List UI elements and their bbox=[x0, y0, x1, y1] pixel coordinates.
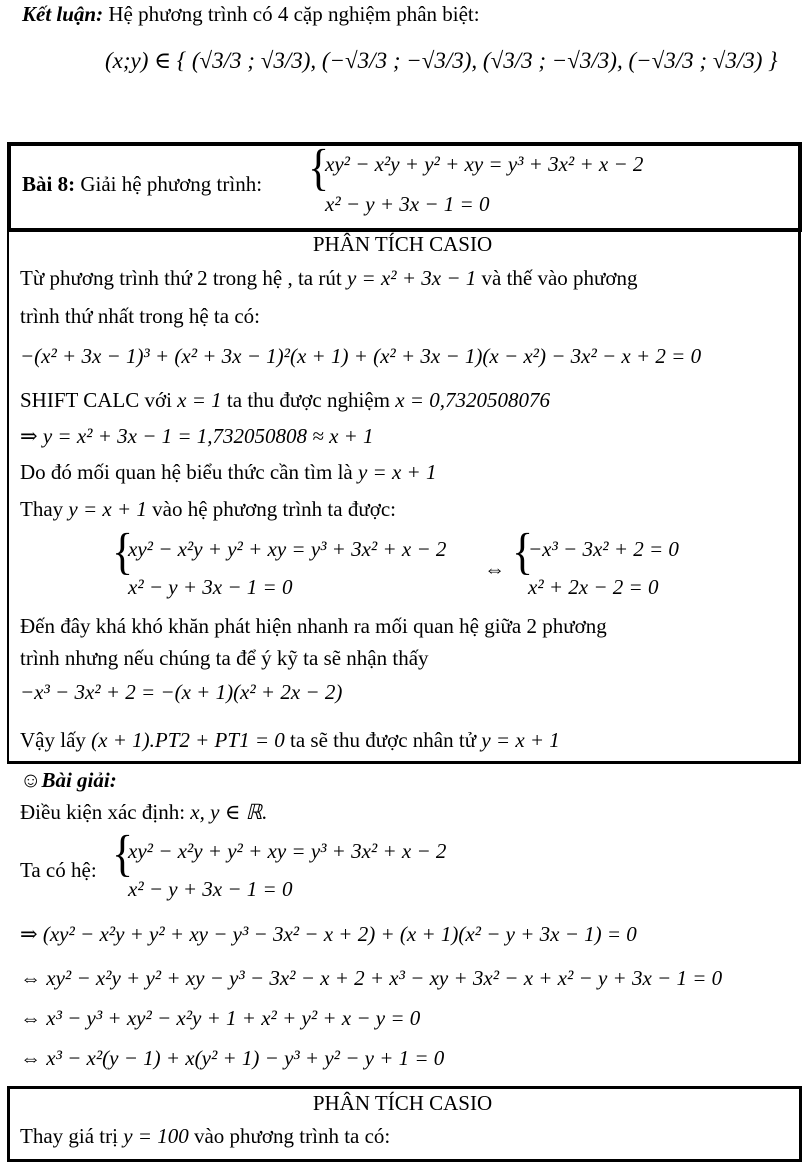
text: Vậy lấy bbox=[20, 728, 86, 752]
text: SHIFT CALC với bbox=[20, 388, 172, 412]
casio-line-8: Đến đây khá khó khăn phát hiện nhanh ra mối quan hệ giữa 2 phương bbox=[20, 614, 607, 638]
problem-eq2: x² − y + 3x − 1 = 0 bbox=[325, 192, 490, 216]
equation: x = 0,7320508076 bbox=[395, 388, 550, 412]
text: và thế vào phương bbox=[481, 266, 638, 290]
text: Thay giá trị bbox=[20, 1124, 118, 1148]
text: vào phương trình ta có: bbox=[193, 1124, 391, 1148]
system-right-brace: { bbox=[512, 523, 534, 580]
problem-eq1: xy² − x²y + y² + xy = y³ + 3x² + x − 2 bbox=[325, 152, 644, 176]
casio2-line-1 bbox=[20, 1124, 390, 1149]
casio-heading-2: PHÂN TÍCH CASIO bbox=[312, 1091, 493, 1115]
solution-eq1: xy² − x²y + y² + xy = y³ + 3x² + x − 2 bbox=[128, 839, 447, 863]
casio-line-5: ⇒ y = x² + 3x − 1 = 1,732050808 ≈ x + 1 bbox=[20, 424, 374, 448]
system-left-brace: { bbox=[112, 523, 134, 580]
text: Do đó mối quan hệ biểu thức cần tìm là bbox=[20, 460, 353, 484]
equation: y = 100 bbox=[123, 1124, 189, 1148]
casio-heading: PHÂN TÍCH CASIO bbox=[312, 232, 493, 256]
equation: (x + 1).PT2 + PT1 = 0 bbox=[91, 728, 285, 752]
casio-line-7 bbox=[20, 497, 396, 522]
domain-line bbox=[20, 800, 267, 825]
equation: y = x + 1 bbox=[68, 497, 147, 521]
text: ta sẽ thu được nhân tử bbox=[290, 728, 477, 752]
smiley-icon: ☺ bbox=[20, 768, 42, 792]
casio-line-10: −x³ − 3x² + 2 = −(x + 1)(x² + 2x − 2) bbox=[20, 680, 343, 704]
equation: y = x + 1 bbox=[357, 460, 437, 484]
casio-line-4 bbox=[20, 388, 550, 413]
conclusion-label: Kết luận: bbox=[22, 2, 104, 26]
solution-label: Bài giải: bbox=[41, 768, 117, 792]
problem-statement bbox=[22, 172, 262, 197]
equation: y = x² + 3x − 1 bbox=[346, 266, 477, 290]
solution-heading bbox=[20, 768, 117, 793]
equivalence-arrow: ⇔ bbox=[484, 557, 505, 581]
casio-line-3: −(x² + 3x − 1)³ + (x² + 3x − 1)²(x + 1) + (x² + 3x − 1)(x − x²) − 3x² − x + 2 = 0 bbox=[20, 344, 702, 368]
solution-brace: { bbox=[112, 825, 134, 882]
text: Điều kiện xác định: bbox=[20, 800, 186, 824]
problem-label: Bài 8: bbox=[22, 172, 76, 196]
conclusion-text: Hệ phương trình có 4 cặp nghiệm phân biệt: bbox=[108, 2, 480, 26]
solution-step-3: ⇔ x³ − y³ + xy² − x²y + 1 + x² + y² + x − y = 0 bbox=[20, 1006, 421, 1030]
equation: x, y ∈ ℝ. bbox=[190, 800, 268, 824]
system-right-eq1: −x³ − 3x² + 2 = 0 bbox=[528, 537, 679, 561]
casio-line-1 bbox=[20, 266, 638, 291]
conclusion-line bbox=[22, 2, 480, 27]
text: vào hệ phương trình ta được: bbox=[152, 497, 396, 521]
text: Thay bbox=[20, 497, 64, 521]
text: ta thu được nghiệm bbox=[226, 388, 390, 412]
casio-line-9: trình nhưng nếu chúng ta để ý kỹ ta sẽ nhận thấy bbox=[20, 646, 429, 670]
solution-set-formula: (x;y) ∈ { (√3/3 ; √3/3), (−√3/3 ; −√3/3), (√3/3 ; −√3/3), (−√3/3 ; √3/3) } bbox=[105, 48, 778, 73]
text: Từ phương trình thứ 2 trong hệ , ta rút bbox=[20, 266, 342, 290]
casio-line-2: trình thứ nhất trong hệ ta có: bbox=[20, 304, 260, 328]
problem-text: Giải hệ phương trình: bbox=[80, 172, 263, 196]
equation: y = x + 1 bbox=[481, 728, 560, 752]
problem-brace: { bbox=[308, 139, 330, 196]
solution-step-4: ⇔ x³ − x²(y − 1) + x(y² + 1) − y³ + y² − y + 1 = 0 bbox=[20, 1046, 445, 1070]
equation: x = 1 bbox=[177, 388, 222, 412]
system-label: Ta có hệ: bbox=[20, 858, 97, 882]
solution-step-1: ⇒ (xy² − x²y + y² + xy − y³ − 3x² − x + 2) + (x + 1)(x² − y + 3x − 1) = 0 bbox=[20, 922, 637, 946]
system-left-eq2: x² − y + 3x − 1 = 0 bbox=[128, 575, 293, 599]
system-right-eq2: x² + 2x − 2 = 0 bbox=[528, 575, 659, 599]
casio-line-6 bbox=[20, 460, 436, 485]
solution-eq2: x² − y + 3x − 1 = 0 bbox=[128, 877, 293, 901]
system-left-eq1: xy² − x²y + y² + xy = y³ + 3x² + x − 2 bbox=[128, 537, 447, 561]
solution-step-2: ⇔ xy² − x²y + y² + xy − y³ − 3x² − x + 2 + x³ − xy + 3x² − x + x² − y + 3x − 1 = 0 bbox=[20, 966, 723, 990]
casio-line-11 bbox=[20, 728, 560, 753]
